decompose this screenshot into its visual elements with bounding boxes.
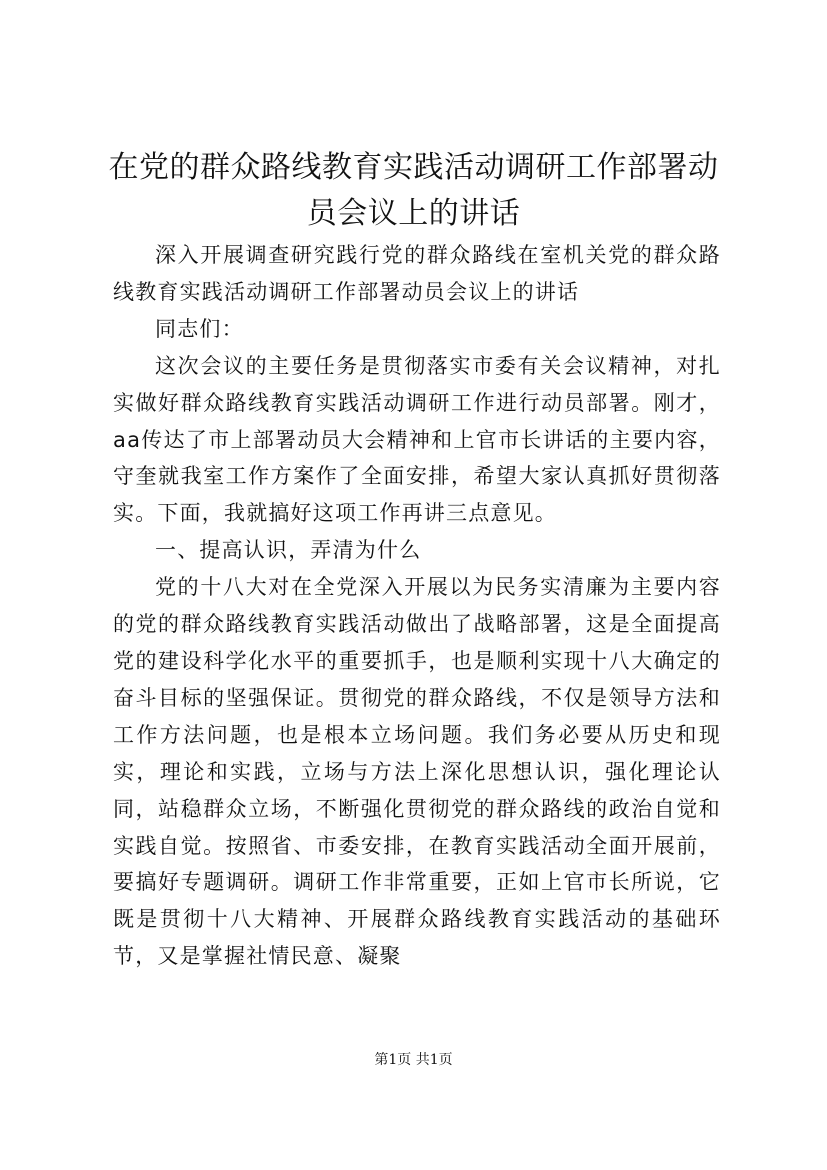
paragraph-section-1: 党的十八大对在全党深入开展以为民务实清廉为主要内容的党的群众路线教育实践活动做出了战略部署，这是全面提高党的建设科学化水平的重要抓手，也是顺利实现十八大确定的奋斗目标的坚强保证。贯彻党的群众路线，不仅是领导方法和工作方法问题，也是根本立场问题。我们务必要从历史和现实，理论和实践，立场与方法上深化思想认识，强化理论认同，站稳群众立场，不断强化贯彻党的群众路线的政治自觉和实践自觉。按照省、市委安排，在教育实践活动全面开展前，要搞好专题调研。调研工作非常重要，正如上官市长所说，它既是贯彻十八大精神、开展群众路线教育实践活动的基础环节，又是掌握社情民意、凝聚 (113, 575, 721, 969)
document-body (113, 237, 721, 975)
paragraph-salutation: 同志们： (155, 316, 244, 341)
page-footer: 第1页 共1页 (374, 1052, 453, 1068)
document-title: 在党的群众路线教育实践活动调研工作部署动员会议上的讲话 (108, 150, 719, 231)
paragraph-opening: 这次会议的主要任务是贯彻落实市委有关会议精神，对扎实做好群众路线教育实践活动调研工作进行动员部署。刚才，aa传达了市上部署动员大会精神和上官市长讲话的主要内容，守奎就我室工作方案作了全面安排，希望大家认真抓好贯彻落实。下面，我就搞好这项工作再讲三点意见。 (113, 353, 721, 526)
paragraph-intro: 深入开展调查研究践行党的群众路线在室机关党的群众路线教育实践活动调研工作部署动员会议上的讲话 (113, 243, 721, 304)
section-heading-1: 一、提高认识，弄清为什么 (155, 538, 422, 563)
